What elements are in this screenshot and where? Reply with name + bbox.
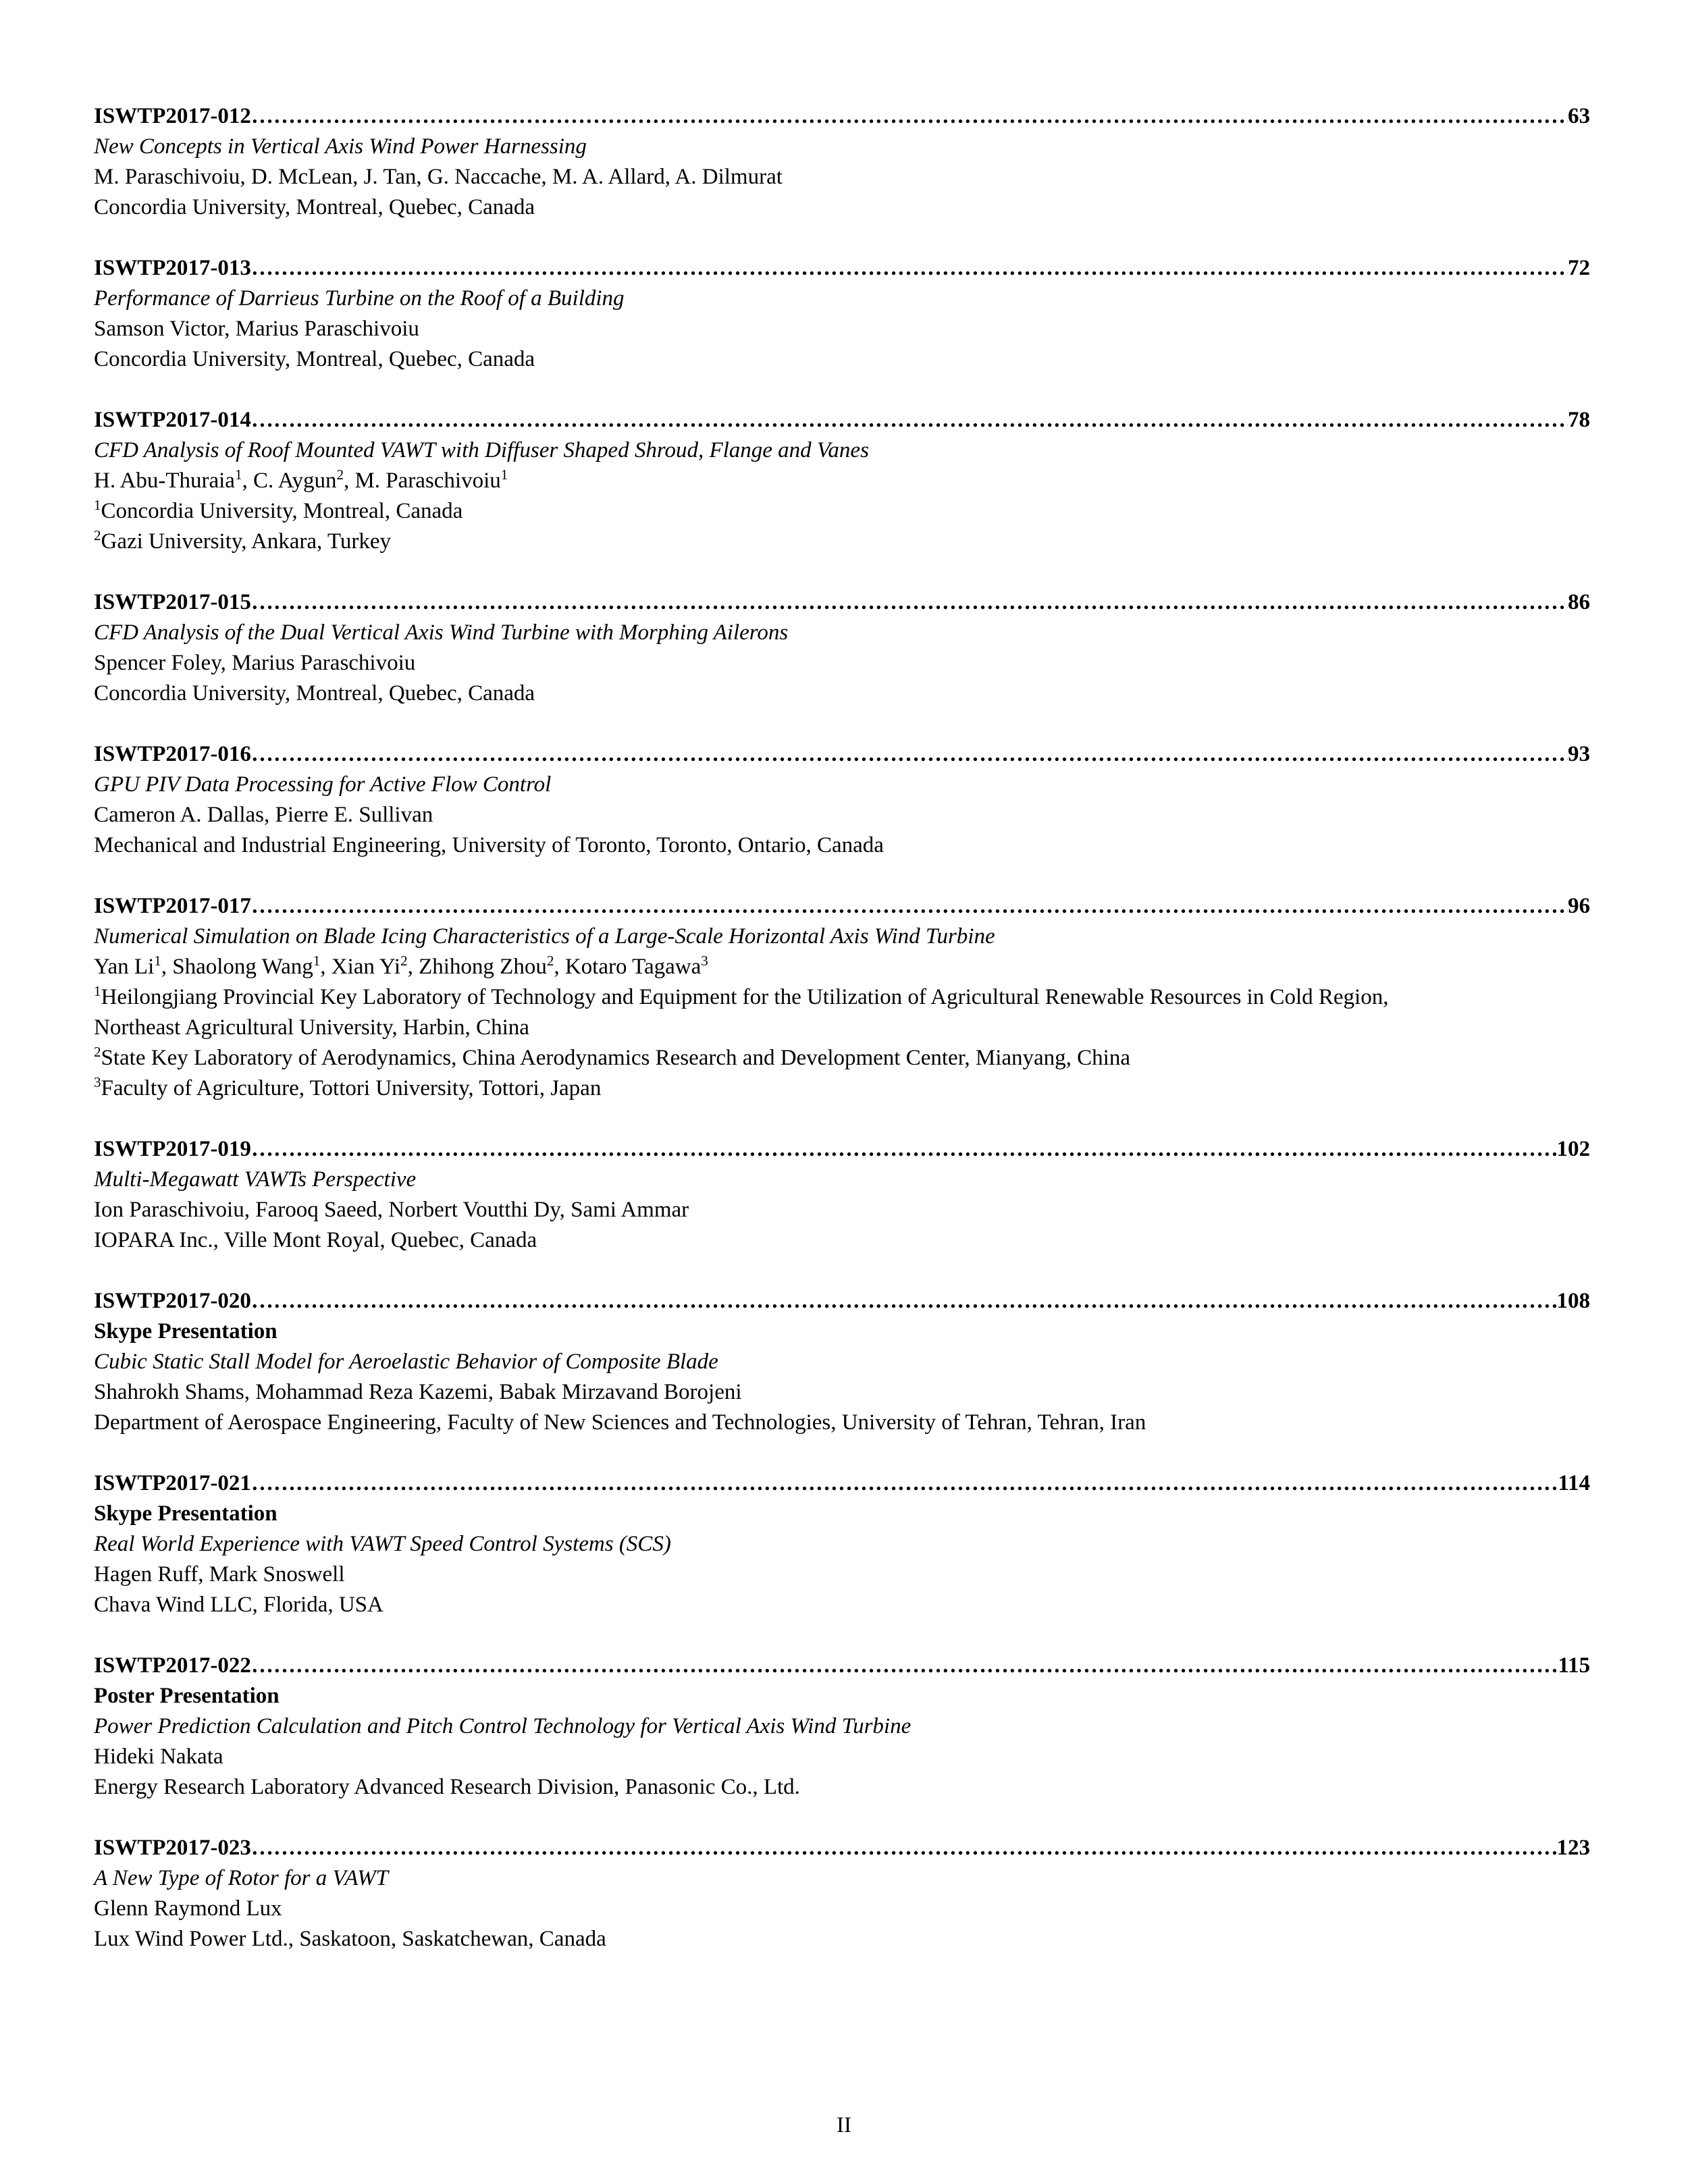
author-name: Farooq Saeed [255, 1198, 377, 1222]
dot-leader [251, 253, 1568, 284]
paper-code: ISWTP2017-021 [94, 1471, 251, 1495]
entry-heading [94, 101, 1590, 132]
affiliation [94, 678, 1590, 709]
page-ref: 96 [1568, 894, 1590, 918]
author-name: Mohammad Reza Kazemi [255, 1380, 488, 1404]
author-name: C. Aygun [253, 469, 337, 493]
author-name: Babak Mirzavand Borojeni [499, 1380, 742, 1404]
presentation-type: Poster Presentation [94, 1684, 280, 1708]
author-name: Yan Li [94, 955, 155, 979]
author-name: G. Naccache [427, 165, 542, 189]
affiliation [94, 1013, 1590, 1043]
affiliation-text: State Key Laboratory of Aerodynamics, China Aerodynamics Research and Development Center, Mianyang, China [101, 1046, 1130, 1070]
toc-entry [94, 1286, 1590, 1438]
affiliation-mark: 2 [94, 527, 101, 543]
page-ref: 86 [1568, 590, 1590, 614]
affiliation-text: Mechanical and Industrial Engineering, University of Toronto, Toronto, Ontario, Canada [94, 833, 884, 857]
entry-heading [94, 1468, 1590, 1499]
affiliation [94, 1225, 1590, 1256]
affiliation-text: Chava Wind LLC, Florida, USA [94, 1593, 384, 1617]
affiliation-mark: 3 [94, 1074, 101, 1090]
affiliation-text: IOPARA Inc., Ville Mont Royal, Quebec, Canada [94, 1228, 537, 1252]
page-ref: 72 [1568, 256, 1590, 280]
author-affiliation-mark: 1 [234, 467, 242, 483]
paper-code: ISWTP2017-016 [94, 742, 251, 766]
author-affiliation-mark: 2 [336, 467, 344, 483]
table-of-contents [94, 101, 1590, 1985]
author-name: Pierre E. Sullivan [275, 803, 433, 827]
toc-entry [94, 739, 1590, 861]
paper-title: CFD Analysis of Roof Mounted VAWT with Diffuser Shaped Shroud, Flange and Vanes [94, 438, 869, 462]
author-name: H. Abu-Thuraia [94, 469, 235, 493]
affiliation [94, 1590, 1590, 1620]
paper-title: Power Prediction Calculation and Pitch Control Technology for Vertical Axis Wind Turbine [94, 1714, 912, 1738]
paper-title: Performance of Darrieus Turbine on the Roof of a Building [94, 286, 625, 311]
paper-title: A New Type of Rotor for a VAWT [94, 1866, 389, 1890]
toc-entry [94, 891, 1590, 1104]
toc-entry [94, 587, 1590, 709]
paper-code: ISWTP2017-014 [94, 408, 251, 432]
author-name: Marius Paraschivoiu [235, 317, 419, 341]
author-affiliation-mark: 3 [701, 953, 708, 969]
author-name: Hagen Ruff [94, 1562, 199, 1587]
affiliation [94, 982, 1590, 1013]
author-name: Glenn Raymond Lux [94, 1896, 282, 1921]
affiliation-mark: 1 [94, 983, 101, 999]
paper-code: ISWTP2017-015 [94, 590, 251, 614]
affiliation [94, 527, 1590, 557]
page-ref: 78 [1568, 408, 1590, 432]
dot-leader [251, 405, 1568, 435]
page-ref: 63 [1568, 104, 1590, 128]
entry-heading [94, 1651, 1590, 1681]
author-name: Samson Victor [94, 317, 225, 341]
author-affiliation-mark: 2 [546, 953, 554, 969]
toc-entry [94, 253, 1590, 375]
paper-title: Numerical Simulation on Blade Icing Characteristics of a Large-Scale Horizontal Axis Wind Turbine [94, 924, 995, 949]
page-ref: 108 [1556, 1289, 1590, 1313]
dot-leader [251, 891, 1568, 922]
author-list: H. Abu-Thuraia$^1$, C. Aygun$^2$, M. Paraschivoiu$^1$ [94, 467, 508, 493]
author-name: Mark Snoswell [209, 1562, 345, 1587]
dot-leader [251, 1468, 1558, 1499]
toc-entry [94, 405, 1590, 557]
affiliation-text: Heilongjiang Provincial Key Laboratory of Technology and Equipment for the Utilization of Agricultural Renewable Resources in Cold Region, [101, 985, 1389, 1009]
paper-title: Cubic Static Stall Model for Aeroelastic Behavior of Composite Blade [94, 1350, 718, 1374]
dot-leader [251, 1134, 1557, 1165]
paper-title: CFD Analysis of the Dual Vertical Axis Wind Turbine with Morphing Ailerons [94, 620, 789, 645]
page-ref: 115 [1558, 1653, 1590, 1678]
author-name: Spencer Foley [94, 651, 221, 675]
author-name: Cameron A. Dallas [94, 803, 265, 827]
toc-entry [94, 1468, 1590, 1620]
dot-leader [251, 1833, 1557, 1863]
author-affiliation-mark: 1 [500, 467, 508, 483]
author-list: Samson Victor, Marius Paraschivoiu [94, 317, 419, 341]
author-list: Cameron A. Dallas, Pierre E. Sullivan [94, 803, 433, 827]
dot-leader [251, 739, 1568, 770]
author-name: Xian Yi [331, 955, 401, 979]
author-name: D. McLean [250, 165, 353, 189]
toc-entry [94, 101, 1590, 223]
toc-entry [94, 1651, 1590, 1803]
affiliation-text: Department of Aerospace Engineering, Faculty of New Sciences and Technologies, University of Tehran, Tehran, Iran [94, 1410, 1146, 1435]
author-name: J. Tan [363, 165, 417, 189]
toc-entry [94, 1833, 1590, 1954]
dot-leader [251, 1286, 1557, 1316]
author-affiliation-mark: 1 [313, 953, 321, 969]
affiliation [94, 192, 1590, 223]
affiliation-text: Concordia University, Montreal, Canada [101, 499, 463, 523]
affiliation-text: Northeast Agricultural University, Harbin, China [94, 1015, 529, 1040]
toc-entry [94, 1134, 1590, 1256]
author-list [94, 1742, 1590, 1772]
affiliation-text: Gazi University, Ankara, Turkey [101, 529, 392, 554]
paper-title: Multi-Megawatt VAWTs Perspective [94, 1167, 417, 1192]
affiliation-text: Lux Wind Power Ltd., Saskatoon, Saskatchewan, Canada [94, 1927, 606, 1951]
affiliation [94, 1772, 1590, 1803]
author-affiliation-mark: 1 [154, 953, 161, 969]
affiliation-mark: 1 [94, 497, 101, 513]
affiliation [94, 1043, 1590, 1073]
author-affiliation-mark: 2 [400, 953, 408, 969]
paper-code: ISWTP2017-019 [94, 1137, 251, 1161]
affiliation [94, 344, 1590, 375]
author-name: Kotaro Tagawa [564, 955, 702, 979]
affiliation-text: Concordia University, Montreal, Quebec, Canada [94, 347, 535, 371]
author-list: Spencer Foley, Marius Paraschivoiu [94, 651, 416, 675]
affiliation-text: Concordia University, Montreal, Quebec, Canada [94, 195, 535, 219]
author-list: Yan Li$^1$, Shaolong Wang$^1$, Xian Yi$^2$, Zhihong Zhou$^2$, Kotaro Tagawa$^3$ [94, 953, 708, 979]
page-number: II [837, 2113, 851, 2137]
author-name: Norbert Voutthi Dy [388, 1198, 560, 1222]
paper-title: Real World Experience with VAWT Speed Control Systems (SCS) [94, 1532, 671, 1556]
affiliation-mark: 2 [94, 1044, 101, 1060]
entry-heading [94, 587, 1590, 618]
author-name: Marius Paraschivoiu [232, 651, 416, 675]
affiliation [94, 830, 1590, 861]
author-name: Shahrokh Shams [94, 1380, 244, 1404]
affiliation [94, 496, 1590, 527]
presentation-type: Skype Presentation [94, 1501, 278, 1526]
author-list: Ion Paraschivoiu, Farooq Saeed, Norbert Voutthi Dy, Sami Ammar [94, 1198, 689, 1222]
entry-heading [94, 739, 1590, 770]
affiliation-text: Energy Research Laboratory Advanced Research Division, Panasonic Co., Ltd. [94, 1775, 800, 1799]
page-ref: 93 [1568, 742, 1590, 766]
author-name: M. A. Allard [552, 165, 665, 189]
author-name: M. Paraschivoiu [354, 469, 501, 493]
paper-code: ISWTP2017-022 [94, 1653, 251, 1678]
page-ref: 114 [1558, 1471, 1590, 1495]
dot-leader [251, 101, 1568, 132]
author-list [94, 1894, 1590, 1924]
author-list: M. Paraschivoiu, D. McLean, J. Tan, G. Naccache, M. A. Allard, A. Dilmurat [94, 165, 783, 189]
entry-heading [94, 253, 1590, 284]
author-name: Zhihong Zhou [419, 955, 547, 979]
dot-leader [251, 1651, 1558, 1681]
author-name: M. Paraschivoiu [94, 165, 240, 189]
paper-code: ISWTP2017-023 [94, 1836, 251, 1860]
entry-heading [94, 1134, 1590, 1165]
author-name: A. Dilmurat [675, 165, 783, 189]
paper-title: New Concepts in Vertical Axis Wind Power Harnessing [94, 134, 587, 159]
presentation-type: Skype Presentation [94, 1319, 278, 1343]
author-name: Hideki Nakata [94, 1744, 223, 1769]
affiliation [94, 1408, 1590, 1438]
author-list: Shahrokh Shams, Mohammad Reza Kazemi, Babak Mirzavand Borojeni [94, 1380, 742, 1404]
paper-title: GPU PIV Data Processing for Active Flow Control [94, 772, 552, 797]
paper-code: ISWTP2017-013 [94, 256, 251, 280]
page-ref: 102 [1556, 1137, 1590, 1161]
affiliation [94, 1073, 1590, 1104]
entry-heading [94, 405, 1590, 435]
page-ref: 123 [1556, 1836, 1590, 1860]
entry-heading [94, 1833, 1590, 1863]
entry-heading [94, 1286, 1590, 1316]
dot-leader [251, 587, 1568, 618]
author-list: Hagen Ruff, Mark Snoswell [94, 1562, 345, 1587]
affiliation-text: Faculty of Agriculture, Tottori University, Tottori, Japan [101, 1076, 602, 1100]
author-name: Sami Ammar [571, 1198, 689, 1222]
paper-code: ISWTP2017-017 [94, 894, 251, 918]
entry-heading [94, 891, 1590, 922]
affiliation-text: Concordia University, Montreal, Quebec, Canada [94, 681, 535, 705]
author-name: Shaolong Wang [172, 955, 313, 979]
affiliation [94, 1924, 1590, 1954]
paper-code: ISWTP2017-012 [94, 104, 251, 128]
author-name: Ion Paraschivoiu [94, 1198, 244, 1222]
paper-code: ISWTP2017-020 [94, 1289, 251, 1313]
